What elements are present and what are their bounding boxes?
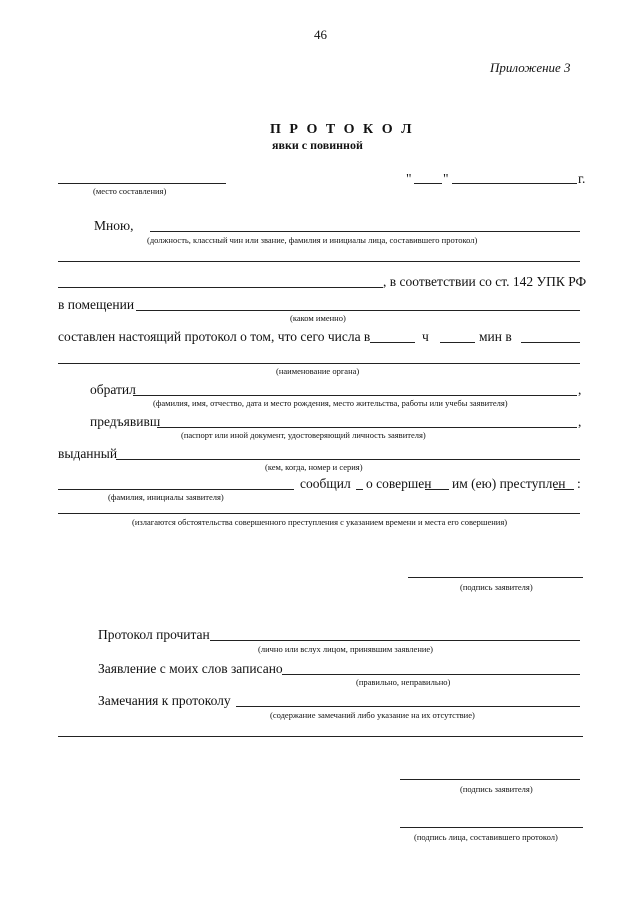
applicant-caption: (фамилия, имя, отчество, дата и место рождения, место жительства, работы или учебы заявителя)	[153, 398, 508, 408]
applicant-signature-line-2	[400, 779, 580, 780]
issued-caption: (кем, когда, номер и серия)	[265, 462, 363, 472]
page-number: 46	[314, 27, 327, 42]
appendix-label: Приложение 3	[490, 60, 571, 75]
official-signature-caption: (подпись лица, составившего протокол)	[414, 832, 558, 842]
applicant-name-line	[58, 489, 294, 490]
presented-comma: ,	[578, 414, 582, 429]
applicant-signature-caption-1: (подпись заявителя)	[460, 582, 533, 592]
applicant-field-line	[133, 395, 577, 396]
compiled-label: составлен настоящий протокол о том, что сего числа в	[58, 329, 371, 344]
remarks-label: Замечания к протоколу	[98, 693, 231, 708]
reported-label: сообщил	[300, 476, 351, 491]
crime-label: им (ею) преступлен	[452, 476, 566, 491]
place-caption: (место составления)	[93, 186, 167, 196]
recorded-field-line	[282, 674, 580, 675]
room-label: в помещении	[58, 297, 135, 312]
remarks-caption: (содержание замечаний либо указание на их отсутствие)	[270, 710, 475, 720]
reported-colon: :	[577, 476, 581, 491]
date-quote-open: "	[406, 171, 412, 186]
official-continuation-line-2	[58, 287, 383, 288]
committed-label: о совершен	[366, 476, 432, 491]
circumstances-caption: (излагаются обстоятельства совершенного преступления с указанием времени и места его совершения)	[132, 517, 508, 527]
recorded-label: Заявление с моих слов записано	[98, 661, 283, 676]
remarks-continuation-line	[58, 736, 583, 737]
minutes-field-line	[440, 342, 475, 343]
place-field-line	[58, 183, 226, 184]
official-continuation-line	[58, 261, 580, 262]
room-caption: (каком именно)	[290, 313, 346, 323]
applied-comma: ,	[578, 382, 582, 397]
date-year-suffix: г.	[578, 171, 586, 186]
room-field-line	[136, 310, 580, 311]
issued-field-line	[116, 459, 580, 460]
organ-caption: (наименование органа)	[276, 366, 360, 376]
official-signature-line	[400, 827, 583, 828]
official-field-line	[150, 231, 580, 232]
presented-label: предъявивш	[90, 414, 161, 429]
hours-field-line	[370, 342, 415, 343]
crime-ending-line	[554, 489, 574, 490]
me-label: Мною,	[94, 218, 134, 233]
id-caption: (паспорт или иной документ, удостоверяющий личность заявителя)	[181, 430, 426, 440]
committed-ending-line	[425, 489, 449, 490]
document-subtitle: явки с повинной	[272, 138, 363, 152]
applicant-signature-caption-2: (подпись заявителя)	[460, 784, 533, 794]
read-caption: (лично или вслух лицом, принявшим заявление)	[258, 644, 434, 654]
read-label: Протокол прочитан	[98, 627, 210, 642]
recorded-caption: (правильно, неправильно)	[356, 677, 451, 687]
id-field-line	[157, 427, 577, 428]
reported-ending-line	[356, 489, 363, 490]
applicant-name-caption: (фамилия, инициалы заявителя)	[108, 492, 224, 502]
remarks-field-line	[236, 706, 580, 707]
minutes-label: мин в	[479, 329, 512, 344]
official-caption: (должность, классный чин или звание, фамилия и инициалы лица, составившего протокол)	[147, 235, 478, 245]
applicant-signature-line-1	[408, 577, 583, 578]
hours-label: ч	[422, 329, 429, 344]
date-day-line	[414, 183, 442, 184]
organ-field-line-2	[58, 363, 580, 364]
circumstances-field-line	[58, 513, 580, 514]
date-month-line	[452, 183, 577, 184]
upk-label: , в соответствии со ст. 142 УПК РФ	[383, 274, 587, 289]
applied-label: обратил	[90, 382, 136, 397]
date-quote-close: "	[443, 171, 449, 186]
organ-field-line-1	[521, 342, 580, 343]
issued-label: выданный	[58, 446, 118, 461]
read-field-line	[210, 640, 580, 641]
document-title: П Р О Т О К О Л	[270, 122, 415, 137]
